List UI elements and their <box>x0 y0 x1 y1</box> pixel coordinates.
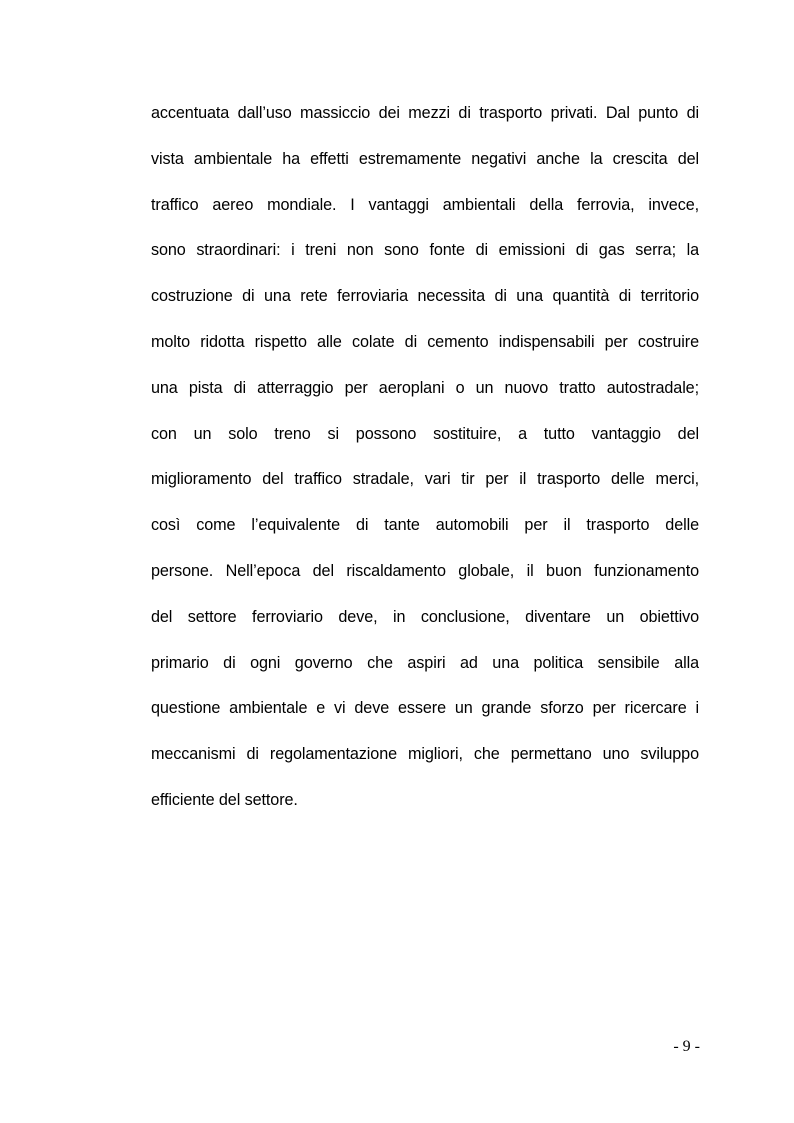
page-number: - 9 - <box>673 1038 700 1055</box>
paragraph-line: efficiente del settore. <box>151 790 298 809</box>
paragraph-line: questione ambientale e vi deve essere un grande sforzo per ricercare i <box>151 699 699 718</box>
paragraph-line: molto ridotta rispetto alle colate di cemento indispensabili per costruire <box>151 332 699 351</box>
paragraph-line: persone. Nell’epoca del riscaldamento globale, il buon funzionamento <box>151 561 699 580</box>
paragraph-line: costruzione di una rete ferroviaria necessita di una quantità di territorio <box>151 287 699 306</box>
paragraph-line: traffico aereo mondiale. I vantaggi ambientali della ferrovia, invece, <box>151 195 699 214</box>
body-paragraph <box>151 91 699 824</box>
paragraph-line: meccanismi di regolamentazione migliori, che permettano uno sviluppo <box>151 745 699 764</box>
paragraph-line: vista ambientale ha effetti estremamente negativi anche la crescita del <box>151 149 699 168</box>
paragraph-line: miglioramento del traffico stradale, vari tir per il trasporto delle merci, <box>151 470 699 489</box>
paragraph-line: con un solo treno si possono sostituire, a tutto vantaggio del <box>151 424 699 443</box>
paragraph-line: primario di ogni governo che aspiri ad una politica sensibile alla <box>151 653 699 672</box>
paragraph-line: del settore ferroviario deve, in conclusione, diventare un obiettivo <box>151 607 699 626</box>
paragraph-line: una pista di atterraggio per aeroplani o un nuovo tratto autostradale; <box>151 378 699 397</box>
paragraph-line: sono straordinari: i treni non sono fonte di emissioni di gas serra; la <box>151 241 699 260</box>
paragraph-line: così come l’equivalente di tante automobili per il trasporto delle <box>151 516 699 535</box>
paragraph-line: accentuata dall’uso massiccio dei mezzi di trasporto privati. Dal punto di <box>151 104 699 122</box>
